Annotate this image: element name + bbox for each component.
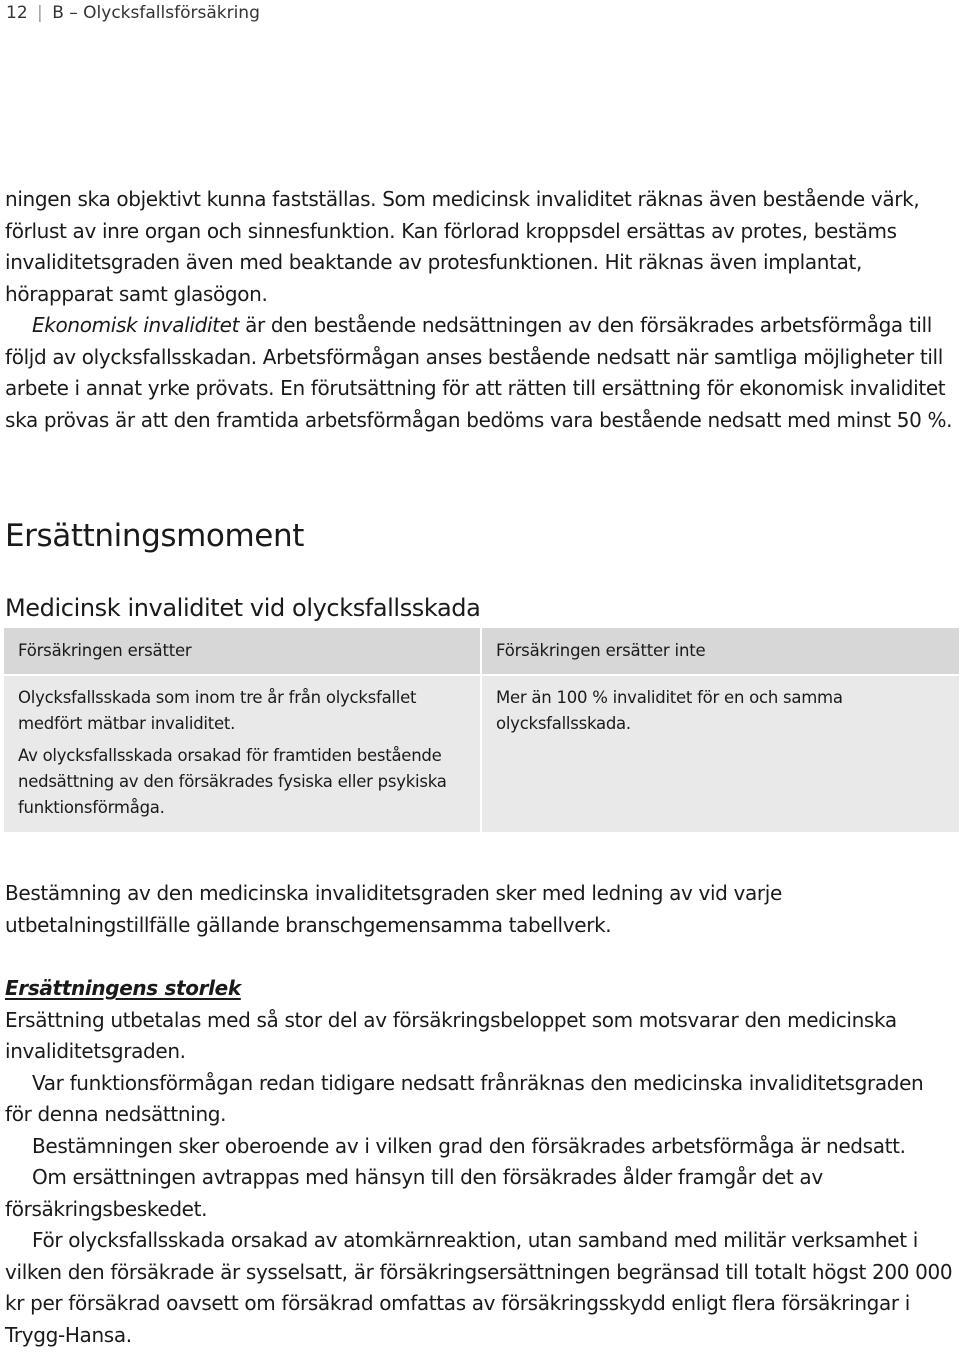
document-title: Olycksfallsförsäkring <box>83 3 260 23</box>
determination-paragraph: Bestämning av den medicinska invaliditetsgraden sker med ledning av vid varje utbetalningstillfälle gällande branschgemensamma tabellverk. <box>5 881 782 937</box>
covered-header: Försäkringen ersätter <box>4 628 480 674</box>
covered-item: Av olycksfallsskada orsakad för framtiden bestående nedsättning av den försäkrades fysiska eller psykiska funktionsförmåga. <box>18 746 447 817</box>
compensation-paragraph: Var funktionsförmågan redan tidigare nedsatt frånräknas den medicinska invaliditetsgraden för denna nedsättning. <box>5 1070 924 1126</box>
covered-cell <box>4 676 480 832</box>
compensation-paragraph: Ersättning utbetalas med så stor del av försäkringsbeloppet som motsvarar den medicinska invaliditetsgraden. <box>5 1007 897 1063</box>
economic-invalidity-paragraph <box>5 310 955 436</box>
compensation-heading: Ersättningens storlek <box>5 976 241 1000</box>
not-covered-column <box>482 628 959 832</box>
header-separator: | <box>37 3 43 23</box>
page-number: 12 <box>6 3 28 23</box>
covered-item: Olycksfallsskada som inom tre år från olycksfallet medfört mätbar invaliditet. <box>18 688 417 733</box>
compensation-paragraph: Om ersättningen avtrappas med hänsyn till den försäkrades ålder framgår det av försäkringsbeskedet. <box>5 1165 823 1221</box>
compensation-paragraph: Bestämningen sker oberoende av i vilken grad den försäkrades arbetsförmåga är nedsatt. <box>32 1133 906 1158</box>
section-letter: B <box>52 3 64 23</box>
not-covered-cell <box>482 676 959 832</box>
section-title: Ersättningsmoment <box>5 518 304 554</box>
compensation-paragraph: För olycksfallsskada orsakad av atomkärnreaktion, utan samband med militär verksamhet i vilken den försäkrade är sysselsatt, är försäkringsersättningen begränsad till totalt högst 200 000 kr per försäkrad oavsett om försäkrad omfattas av försäkringsskydd enligt flera försäkringar i Trygg-Hansa. <box>5 1228 953 1347</box>
not-covered-item: Mer än 100 % invaliditet för en och samma olycksfallsskada. <box>496 688 843 733</box>
economic-invalidity-text: är den bestående nedsättningen av den försäkrades arbetsförmåga till följd av olycksfallsskadan. Arbetsförmågan anses bestående nedsatt när samtliga möjligheter till arbete i annat yrke prövats. En förutsättning för att rätten till ersättning för ekonomisk invaliditet ska prövas är att den framtida arbetsförmågan bedöms vara bestående nedsatt med minst 50 %. <box>5 313 953 432</box>
page-header <box>6 2 260 24</box>
compensation-section <box>5 973 955 1351</box>
determination-section <box>5 878 955 941</box>
coverage-table <box>4 628 959 832</box>
covered-column <box>4 628 480 832</box>
header-dash: – <box>69 3 78 23</box>
intro-section <box>5 184 955 436</box>
subsection-title: Medicinsk invaliditet vid olycksfallsskada <box>5 594 481 622</box>
not-covered-header: Försäkringen ersätter inte <box>482 628 959 674</box>
intro-paragraph: ningen ska objektivt kunna fastställas. Som medicinsk invaliditet räknas även bestående värk, förlust av inre organ och sinnesfunktion. Kan förlorad kroppsdel ersättas av protes, bestäms invaliditetsgraden även med beaktande av protesfunktionen. Hit räknas även implantat, hörapparat samt glasögon. <box>5 187 920 306</box>
economic-invalidity-term: Ekonomisk invaliditet <box>32 313 240 337</box>
